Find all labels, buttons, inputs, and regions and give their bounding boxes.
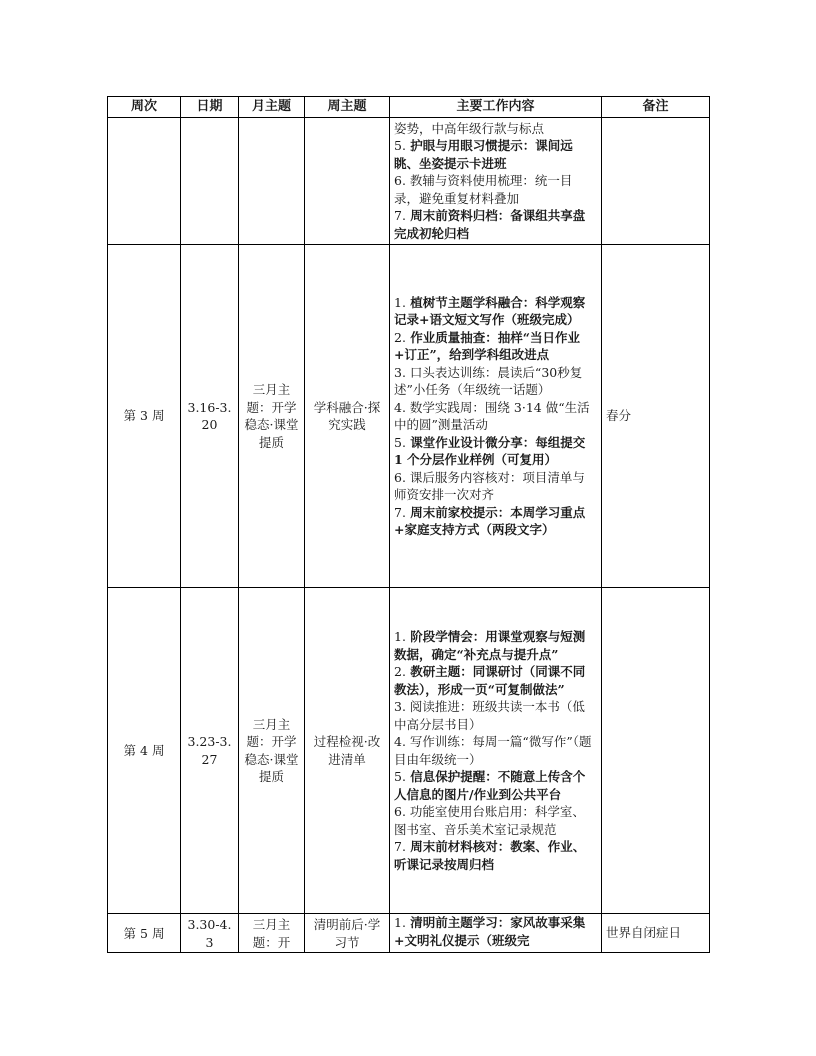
header-week: 周次 bbox=[108, 97, 181, 118]
date-cell: 3.16-3.20 bbox=[181, 245, 239, 588]
header-date: 日期 bbox=[181, 97, 239, 118]
work-content-cell bbox=[390, 588, 602, 914]
table-row bbox=[108, 914, 710, 953]
table-row bbox=[108, 118, 710, 245]
note-cell: 世界自闭症日 bbox=[602, 914, 710, 953]
work-content-cell bbox=[390, 914, 602, 953]
note-cell bbox=[602, 588, 710, 914]
work-item: 1. 植树节主题学科融合：科学观察记录+语文短文写作（班级完成） bbox=[394, 294, 586, 327]
work-item: 4. 数学实践周：围绕 3·14 做“生活中的圆”测量活动 bbox=[394, 399, 590, 432]
work-item: 5. 护眼与用眼习惯提示：课间远眺、坐姿提示卡进班 bbox=[394, 138, 573, 171]
work-item: 6. 教辅与资料使用梳理：统一目录，避免重复材料叠加 bbox=[394, 173, 573, 206]
week-cell: 第 4 周 bbox=[108, 588, 181, 914]
note-cell: 春分 bbox=[602, 245, 710, 588]
table-row bbox=[108, 245, 710, 588]
week-theme-cell: 过程检视·改进清单 bbox=[305, 588, 390, 914]
work-item: 5. 课堂作业设计微分享：每组提交 1 个分层作业样例（可复用） bbox=[394, 434, 586, 467]
date-cell: 3.30-4.3 bbox=[181, 914, 239, 953]
note-cell bbox=[602, 118, 710, 245]
work-item: 姿势，中高年级行款与标点 bbox=[394, 120, 545, 136]
week-cell: 第 5 周 bbox=[108, 914, 181, 953]
work-item: 6. 课后服务内容核对：项目清单与师资安排一次对齐 bbox=[394, 469, 585, 502]
week-cell: 第 3 周 bbox=[108, 245, 181, 588]
header-week-theme: 周主题 bbox=[305, 97, 390, 118]
work-item: 5. 信息保护提醒：不随意上传含个人信息的图片/作业到公共平台 bbox=[394, 769, 586, 802]
work-item: 1. 清明前主题学习：家风故事采集+文明礼仪提示（班级完 bbox=[394, 915, 586, 948]
work-item: 7. 周末前家校提示：本周学习重点+家庭支持方式（两段文字） bbox=[394, 504, 586, 537]
week-theme-cell bbox=[305, 118, 390, 245]
work-content-cell bbox=[390, 118, 602, 245]
month-theme-cell: 三月主题：开学稳态·课堂提质 bbox=[239, 588, 305, 914]
date-cell bbox=[181, 118, 239, 245]
work-item: 7. 周末前资料归档：备课组共享盘完成初轮归档 bbox=[394, 208, 586, 241]
week-cell bbox=[108, 118, 181, 245]
header-main-work: 主要工作内容 bbox=[390, 97, 602, 118]
work-item: 2. 作业质量抽查：抽样“当日作业+订正”，给到学科组改进点 bbox=[394, 329, 580, 362]
work-item: 6. 功能室使用台账启用：科学室、图书室、音乐美术室记录规范 bbox=[394, 804, 585, 837]
work-item: 7. 周末前材料核对：教案、作业、听课记录按周归档 bbox=[394, 839, 586, 872]
work-item: 1. 阶段学情会：用课堂观察与短测数据，确定“补充点与提升点” bbox=[394, 629, 586, 662]
weekly-plan-table bbox=[107, 96, 710, 953]
work-content-cell bbox=[390, 245, 602, 588]
header-note: 备注 bbox=[602, 97, 710, 118]
month-theme-cell: 三月主题：开学稳态·课堂提质 bbox=[239, 245, 305, 588]
work-item: 4. 写作训练：每周一篇“微写作”（题目由年级统一） bbox=[394, 734, 592, 767]
work-item: 2. 教研主题：同课研讨（同课不同教法），形成一页“可复制做法” bbox=[394, 664, 586, 697]
week-theme-cell: 学科融合·探究实践 bbox=[305, 245, 390, 588]
month-theme-cell: 三月主题：开 bbox=[239, 914, 305, 953]
table-row bbox=[108, 588, 710, 914]
week-theme-cell: 清明前后·学习节 bbox=[305, 914, 390, 953]
header-month-theme: 月主题 bbox=[239, 97, 305, 118]
date-cell: 3.23-3.27 bbox=[181, 588, 239, 914]
work-item: 3. 阅读推进：班级共读一本书（低中高分层书目） bbox=[394, 699, 585, 732]
month-theme-cell bbox=[239, 118, 305, 245]
table-header-row bbox=[108, 97, 710, 118]
work-item: 3. 口头表达训练：晨读后“30秒复述”小任务（年级统一话题） bbox=[394, 364, 583, 397]
